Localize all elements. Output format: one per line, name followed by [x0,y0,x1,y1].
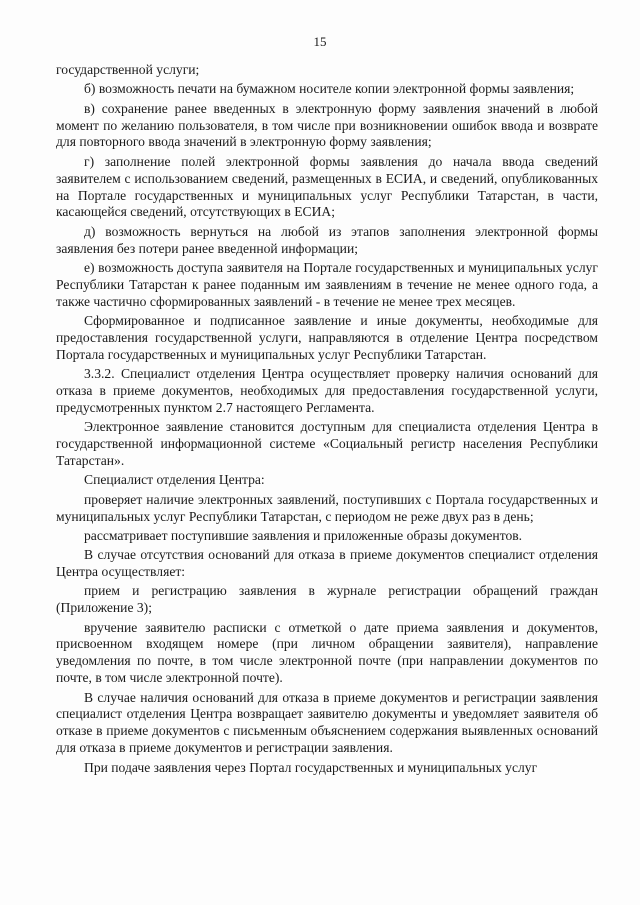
paragraph: рассматривает поступившие заявления и приложенные образы документов. [84,527,523,543]
paragraph: прием и регистрацию заявления в журнале регистрации обращений граждан (Приложение 3); [56,583,598,616]
paragraph: государственной услуги; [56,62,200,77]
paragraph: вручение заявителю расписки с отметкой о дате приема заявления и документов, присвоенном входящем номере (при личном обращении заявителя), направление уведомления по почте, в том числе электронной почте (при направлении документов по почте, в том числе электронной почте). [56,619,598,686]
paragraph: В случае отсутствия оснований для отказа в приеме документов специалист отделения Центра осуществляет: [56,547,598,580]
paragraph: д) возможность вернуться на любой из этапов заполнения электронной формы заявления без потери ранее введенной информации; [56,223,598,256]
paragraph: е) возможность доступа заявителя на Портале государственных и муниципальных услуг Республики Татарстан к ранее поданным им заявлениям в течение не менее одного года, а также частично сформированных заявлений - в течение не менее трех месяцев. [56,259,598,309]
paragraph: Сформированное и подписанное заявление и иные документы, необходимые для предоставления государственной услуги, направляются в отделение Центра посредством Портала государственных и муниципальных услуг Республики Татарстан. [56,313,598,362]
paragraph: Электронное заявление становится доступным для специалиста отделения Центра в государственной информационной системе «Социальный регистр населения Республики Татарстан». [56,419,598,469]
paragraph: При подаче заявления через Портал государственных и муниципальных услуг [84,759,538,775]
page-number: 15 [313,34,327,49]
paragraph: в) сохранение ранее введенных в электронную форму заявления значений в любой момент по желанию пользователя, в том числе при возникновении ошибок ввода и возврате для повторного ввода значений в электронную форму заявления; [56,100,598,150]
paragraph: проверяет наличие электронных заявлений, поступивших с Портала государственных и муниципальных услуг Республики Татарстан, с периодом не реже двух раз в день; [56,491,598,524]
paragraph: Специалист отделения Центра: [84,472,265,488]
paragraph: б) возможность печати на бумажном носителе копии электронной формы заявления; [84,81,575,97]
paragraph: В случае наличия оснований для отказа в приеме документов и регистрации заявления специалист отделения Центра возвращает заявителю документы и уведомляет заявителя об отказе в приеме документов с письменным объяснением содержания выявленных оснований для отказа в приеме документов и регистрации заявления. [56,689,598,756]
paragraph: 3.3.2. Специалист отделения Центра осуществляет проверку наличия оснований для отказа в приеме документов, необходимых для предоставления государственной услуги, предусмотренных пунктом 2.7 настоящего Регламента. [56,366,598,415]
paragraph: г) заполнение полей электронной формы заявления до начала ввода сведений заявителем с использованием сведений, размещенных в ЕСИА, и сведений, опубликованных на Портале государственных и муниципальных услуг Республики Татарстан, в части, касающейся сведений, отсутствующих в ЕСИА; [56,153,598,220]
document-body [56,62,598,779]
